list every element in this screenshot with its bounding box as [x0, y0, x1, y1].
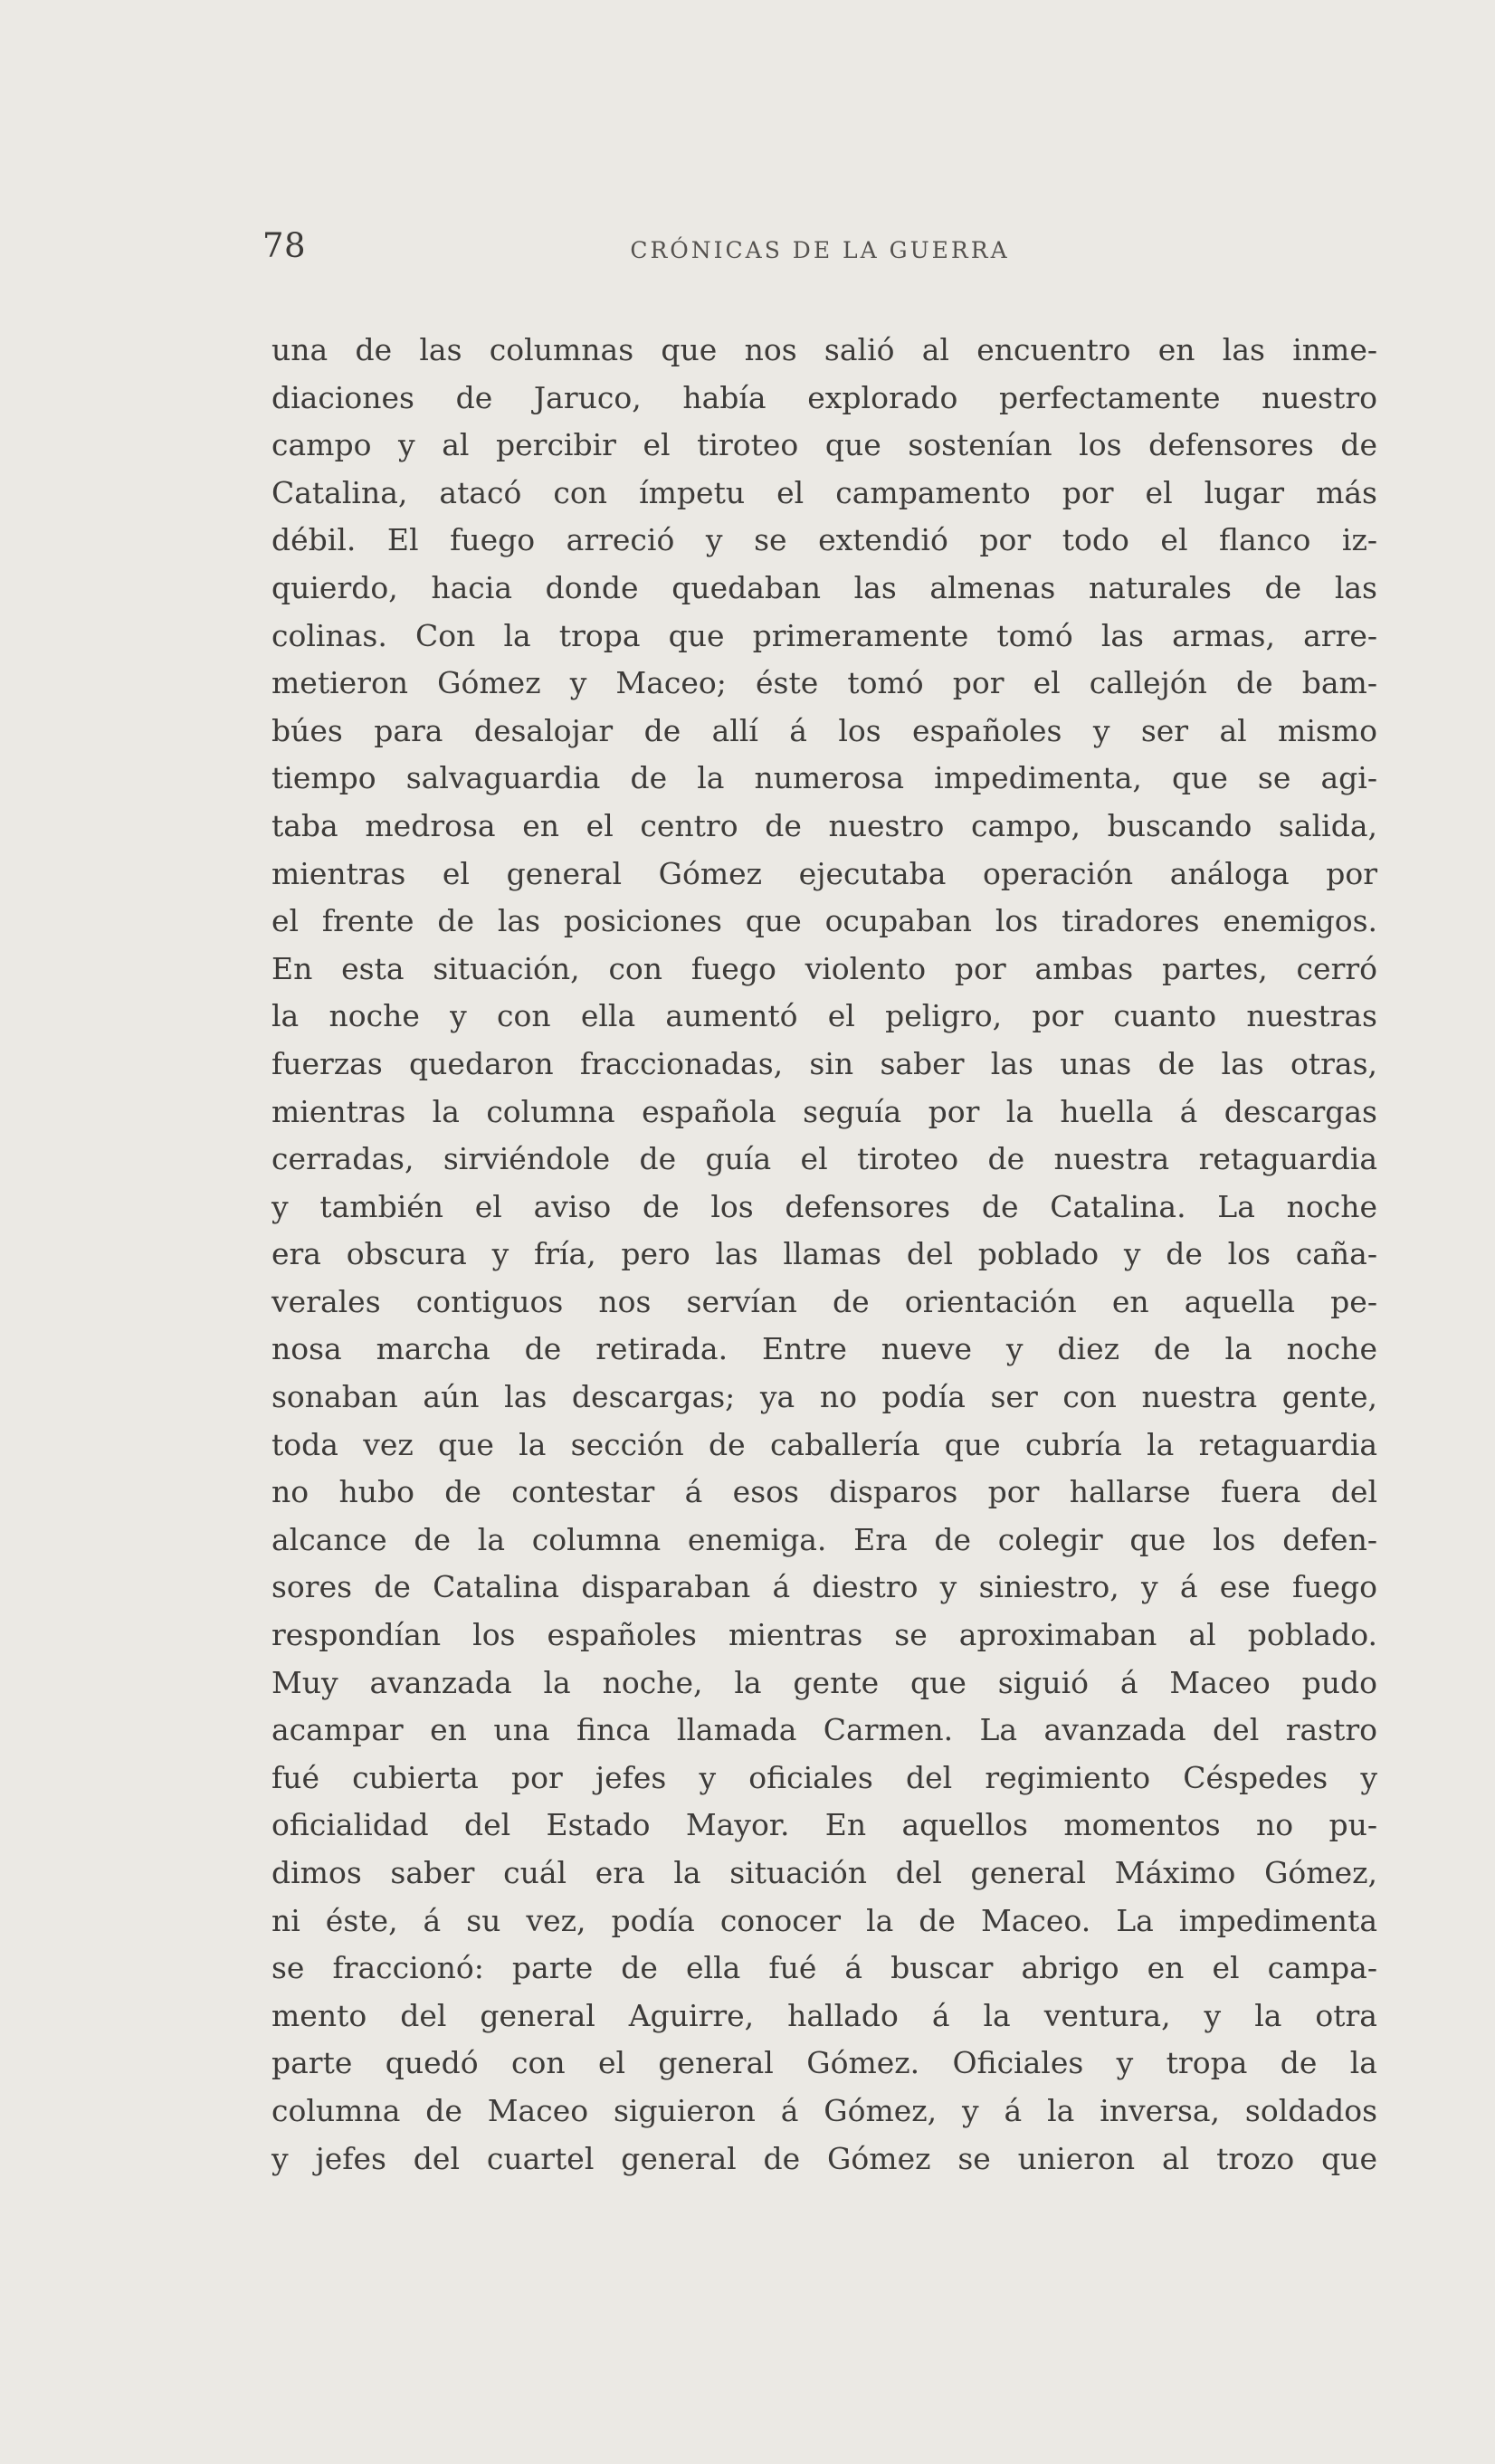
text-line: se fraccionó: parte de ella fué á buscar abrigo en el campa-	[271, 1950, 1377, 1986]
text-line: verales contiguos nos servían de orientación en aquella pe-	[271, 1283, 1377, 1319]
text-line: ni éste, á su vez, podía conocer la de Maceo. La impedimenta	[271, 1902, 1377, 1938]
text-line: toda vez que la sección de caballería que cubría la retaguardia	[271, 1426, 1377, 1462]
text-line: una de las columnas que nos salió al encuentro en las inme-	[271, 332, 1377, 367]
text-line: Muy avanzada la noche, la gente que siguió á Maceo pudo	[271, 1664, 1377, 1700]
text-line: dimos saber cuál era la situación del general Máximo Gómez,	[271, 1855, 1377, 1890]
text-line: parte quedó con el general Gómez. Oficiales y tropa de la	[271, 2045, 1377, 2081]
text-line: columna de Maceo siguieron á Gómez, y á la inversa, soldados	[271, 2092, 1377, 2128]
page-header	[262, 226, 1377, 271]
text-line: taba medrosa en el centro de nuestro campo, buscando salida,	[271, 807, 1377, 843]
text-line: colinas. Con la tropa que primeramente tomó las armas, arre-	[271, 617, 1377, 653]
text-line: nosa marcha de retirada. Entre nueve y diez de la noche	[271, 1331, 1377, 1367]
text-line: quierdo, hacia donde quedaban las almenas naturales de las	[271, 569, 1377, 605]
text-line: la noche y con ella aumentó el peligro, por cuanto nuestras	[271, 998, 1377, 1034]
text-line: En esta situación, con fuego violento por ambas partes, cerró	[271, 950, 1377, 986]
text-line: mientras la columna española seguía por la huella á descargas	[271, 1093, 1377, 1129]
running-title: CRÓNICAS DE LA GUERRA	[630, 237, 1010, 263]
text-line: mento del general Aguirre, hallado á la ventura, y la otra	[271, 1997, 1377, 2033]
text-line: el frente de las posiciones que ocupaban los tiradores enemigos.	[271, 903, 1377, 939]
text-line: era obscura y fría, pero las llamas del poblado y de los caña-	[271, 1236, 1377, 1272]
text-line: campo y al percibir el tiroteo que sostenían los defensores de	[271, 427, 1377, 463]
text-line: búes para desalojar de allí á los españoles y ser al mismo	[271, 712, 1377, 748]
body-text	[271, 327, 1377, 2183]
text-line: diaciones de Jaruco, había explorado perfectamente nuestro	[271, 379, 1377, 415]
text-line: mientras el general Gómez ejecutaba operación análoga por	[271, 855, 1377, 891]
text-line: alcance de la columna enemiga. Era de colegir que los defen-	[271, 1521, 1377, 1557]
text-line: cerradas, sirviéndole de guía el tiroteo de nuestra retaguardia	[271, 1141, 1377, 1177]
text-line: tiempo salvaguardia de la numerosa impedimenta, que se agi-	[271, 760, 1377, 796]
text-line: sores de Catalina disparaban á diestro y siniestro, y á ese fuego	[271, 1569, 1377, 1605]
text-line: sonaban aún las descargas; ya no podía ser con nuestra gente,	[271, 1379, 1377, 1415]
text-line: no hubo de contestar á esos disparos por hallarse fuera del	[271, 1474, 1377, 1510]
text-line: metieron Gómez y Maceo; éste tomó por el callejón de bam-	[271, 665, 1377, 701]
text-line: fué cubierta por jefes y oficiales del regimiento Céspedes y	[271, 1759, 1377, 1795]
text-line: oficialidad del Estado Mayor. En aquellos momentos no pu-	[271, 1807, 1377, 1843]
text-line: fuerzas quedaron fraccionadas, sin saber las unas de las otras,	[271, 1045, 1377, 1081]
text-line: débil. El fuego arreció y se extendió por todo el flanco iz-	[271, 522, 1377, 558]
text-line: y también el aviso de los defensores de Catalina. La noche	[271, 1188, 1377, 1224]
page-number: 78	[262, 226, 307, 265]
text-line: acampar en una finca llamada Carmen. La avanzada del rastro	[271, 1712, 1377, 1748]
text-line: y jefes del cuartel general de Gómez se unieron al trozo que	[271, 2140, 1377, 2176]
text-line: Catalina, atacó con ímpetu el campamento por el lugar más	[271, 474, 1377, 510]
text-line: respondían los españoles mientras se aproximaban al poblado.	[271, 1617, 1377, 1653]
